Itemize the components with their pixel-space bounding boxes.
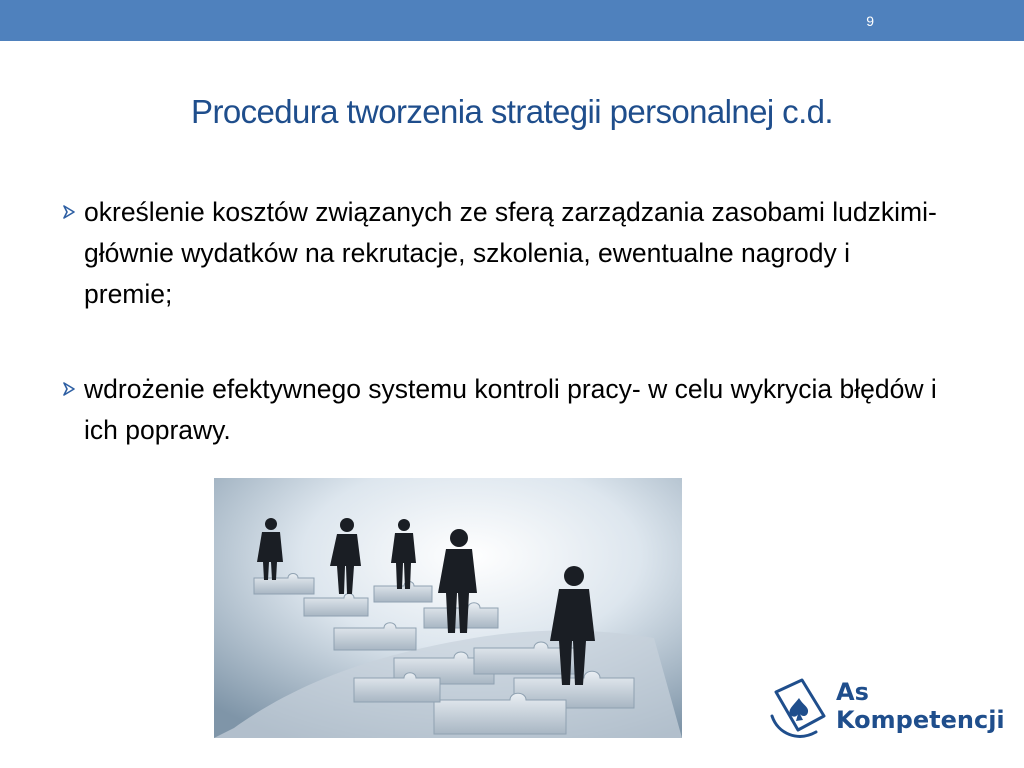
logo-line-1: As [836,678,869,706]
spade-card-icon [768,676,830,742]
logo-line-2: Kompetencji [836,706,1005,734]
arrow-bullet-icon [62,382,76,396]
logo-text [836,678,1005,734]
bullet-text: wdrożenie efektywnego systemu kontroli pracy- w celu wykrycia błędów i ich poprawy. [84,374,937,445]
as-kompetencji-logo [768,672,1005,744]
slide-title: Procedura tworzenia strategii personalnej c.d. [191,93,833,130]
business-people-puzzle-image [214,478,682,738]
bullet-text: określenie kosztów związanych ze sferą zarządzania zasobami ludzkimi- głównie wydatków na rekrutacje, szkolenia, ewentualne nagrody i premie; [84,197,937,309]
slide-number: 9 [866,13,874,29]
bullet-list [62,192,942,451]
top-bar [0,0,1024,41]
bullet-item [62,369,942,451]
arrow-bullet-icon [62,205,76,219]
bullet-item [62,192,942,315]
